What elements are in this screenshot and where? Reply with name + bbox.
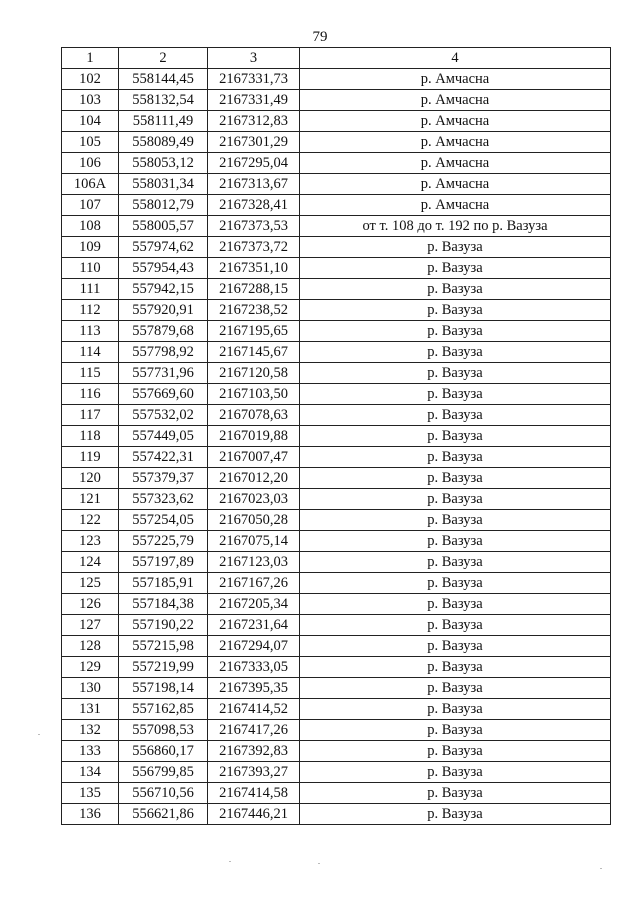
cell-y-coordinate: 2167301,29	[208, 132, 300, 153]
table-row	[62, 741, 611, 762]
cell-y-coordinate: 2167238,52	[208, 300, 300, 321]
table-row	[62, 489, 611, 510]
table-row	[62, 657, 611, 678]
cell-description: р. Вазуза	[300, 783, 611, 804]
cell-y-coordinate: 2167414,58	[208, 783, 300, 804]
cell-point-number: 113	[62, 321, 119, 342]
cell-description: р. Амчасна	[300, 132, 611, 153]
cell-description: р. Амчасна	[300, 90, 611, 111]
cell-y-coordinate: 2167123,03	[208, 552, 300, 573]
cell-y-coordinate: 2167145,67	[208, 342, 300, 363]
table-row	[62, 90, 611, 111]
cell-x-coordinate: 558111,49	[119, 111, 208, 132]
cell-y-coordinate: 2167007,47	[208, 447, 300, 468]
cell-point-number: 128	[62, 636, 119, 657]
header-col-description: 4	[300, 48, 611, 69]
cell-point-number: 131	[62, 699, 119, 720]
cell-x-coordinate: 558089,49	[119, 132, 208, 153]
cell-x-coordinate: 556621,86	[119, 804, 208, 825]
table-row	[62, 111, 611, 132]
table-row	[62, 405, 611, 426]
header-col-y: 3	[208, 48, 300, 69]
table-row	[62, 384, 611, 405]
cell-x-coordinate: 557798,92	[119, 342, 208, 363]
cell-x-coordinate: 557379,37	[119, 468, 208, 489]
cell-point-number: 112	[62, 300, 119, 321]
cell-point-number: 121	[62, 489, 119, 510]
header-col-point-number: 1	[62, 48, 119, 69]
cell-x-coordinate: 558031,34	[119, 174, 208, 195]
cell-point-number: 103	[62, 90, 119, 111]
cell-point-number: 129	[62, 657, 119, 678]
table-row	[62, 237, 611, 258]
cell-point-number: 102	[62, 69, 119, 90]
cell-y-coordinate: 2167328,41	[208, 195, 300, 216]
cell-x-coordinate: 558005,57	[119, 216, 208, 237]
cell-point-number: 132	[62, 720, 119, 741]
cell-description: р. Вазуза	[300, 594, 611, 615]
cell-x-coordinate: 557162,85	[119, 699, 208, 720]
cell-point-number: 135	[62, 783, 119, 804]
cell-x-coordinate: 556710,56	[119, 783, 208, 804]
cell-y-coordinate: 2167195,65	[208, 321, 300, 342]
cell-x-coordinate: 558012,79	[119, 195, 208, 216]
table-row	[62, 552, 611, 573]
cell-x-coordinate: 556860,17	[119, 741, 208, 762]
cell-description: р. Вазуза	[300, 468, 611, 489]
cell-description: р. Вазуза	[300, 426, 611, 447]
table-row	[62, 678, 611, 699]
cell-x-coordinate: 558144,45	[119, 69, 208, 90]
cell-x-coordinate: 558053,12	[119, 153, 208, 174]
cell-point-number: 117	[62, 405, 119, 426]
cell-description: р. Вазуза	[300, 804, 611, 825]
cell-description: р. Амчасна	[300, 111, 611, 132]
cell-description: р. Амчасна	[300, 153, 611, 174]
cell-description: р. Вазуза	[300, 258, 611, 279]
cell-x-coordinate: 557254,05	[119, 510, 208, 531]
scan-speck	[38, 734, 40, 735]
cell-x-coordinate: 558132,54	[119, 90, 208, 111]
cell-x-coordinate: 557422,31	[119, 447, 208, 468]
table-row	[62, 573, 611, 594]
table-row	[62, 594, 611, 615]
cell-x-coordinate: 557942,15	[119, 279, 208, 300]
cell-description: р. Вазуза	[300, 573, 611, 594]
cell-x-coordinate: 557954,43	[119, 258, 208, 279]
cell-description: р. Вазуза	[300, 531, 611, 552]
cell-y-coordinate: 2167417,26	[208, 720, 300, 741]
scan-speck	[600, 868, 602, 869]
cell-point-number: 124	[62, 552, 119, 573]
cell-y-coordinate: 2167331,49	[208, 90, 300, 111]
table-row	[62, 615, 611, 636]
cell-point-number: 134	[62, 762, 119, 783]
cell-point-number: 126	[62, 594, 119, 615]
cell-x-coordinate: 557190,22	[119, 615, 208, 636]
cell-description: р. Вазуза	[300, 615, 611, 636]
cell-point-number: 133	[62, 741, 119, 762]
table-row	[62, 447, 611, 468]
cell-y-coordinate: 2167078,63	[208, 405, 300, 426]
cell-point-number: 123	[62, 531, 119, 552]
cell-point-number: 109	[62, 237, 119, 258]
cell-description: р. Вазуза	[300, 321, 611, 342]
cell-y-coordinate: 2167351,10	[208, 258, 300, 279]
cell-description: р. Вазуза	[300, 489, 611, 510]
cell-y-coordinate: 2167313,67	[208, 174, 300, 195]
cell-y-coordinate: 2167205,34	[208, 594, 300, 615]
cell-y-coordinate: 2167446,21	[208, 804, 300, 825]
cell-point-number: 136	[62, 804, 119, 825]
cell-point-number: 106А	[62, 174, 119, 195]
table-row	[62, 258, 611, 279]
cell-y-coordinate: 2167333,05	[208, 657, 300, 678]
table-row	[62, 426, 611, 447]
cell-x-coordinate: 557920,91	[119, 300, 208, 321]
cell-x-coordinate: 557731,96	[119, 363, 208, 384]
cell-description: р. Амчасна	[300, 69, 611, 90]
table-row	[62, 321, 611, 342]
cell-x-coordinate: 557974,62	[119, 237, 208, 258]
table-row	[62, 636, 611, 657]
cell-y-coordinate: 2167019,88	[208, 426, 300, 447]
header-row	[62, 48, 611, 69]
cell-x-coordinate: 557215,98	[119, 636, 208, 657]
cell-point-number: 106	[62, 153, 119, 174]
table-row	[62, 699, 611, 720]
cell-y-coordinate: 2167295,04	[208, 153, 300, 174]
cell-description: р. Вазуза	[300, 300, 611, 321]
cell-y-coordinate: 2167312,83	[208, 111, 300, 132]
header-col-x: 2	[119, 48, 208, 69]
cell-y-coordinate: 2167012,20	[208, 468, 300, 489]
table-row	[62, 300, 611, 321]
cell-point-number: 122	[62, 510, 119, 531]
cell-x-coordinate: 557669,60	[119, 384, 208, 405]
cell-description: р. Вазуза	[300, 741, 611, 762]
cell-description: р. Вазуза	[300, 636, 611, 657]
cell-x-coordinate: 557449,05	[119, 426, 208, 447]
cell-x-coordinate: 557532,02	[119, 405, 208, 426]
table-row	[62, 279, 611, 300]
cell-x-coordinate: 557225,79	[119, 531, 208, 552]
cell-description: р. Вазуза	[300, 384, 611, 405]
cell-description: р. Вазуза	[300, 405, 611, 426]
table-row	[62, 132, 611, 153]
cell-y-coordinate: 2167393,27	[208, 762, 300, 783]
table-row	[62, 762, 611, 783]
scan-speck	[229, 861, 231, 862]
cell-description: р. Вазуза	[300, 720, 611, 741]
cell-point-number: 107	[62, 195, 119, 216]
cell-description: р. Амчасна	[300, 195, 611, 216]
cell-y-coordinate: 2167395,35	[208, 678, 300, 699]
cell-y-coordinate: 2167023,03	[208, 489, 300, 510]
table-row	[62, 804, 611, 825]
cell-x-coordinate: 557323,62	[119, 489, 208, 510]
table-row	[62, 174, 611, 195]
cell-description: р. Вазуза	[300, 363, 611, 384]
cell-description: р. Вазуза	[300, 762, 611, 783]
table-body	[62, 69, 611, 825]
cell-point-number: 104	[62, 111, 119, 132]
cell-y-coordinate: 2167120,58	[208, 363, 300, 384]
cell-description: р. Вазуза	[300, 678, 611, 699]
cell-y-coordinate: 2167103,50	[208, 384, 300, 405]
table-row	[62, 153, 611, 174]
cell-y-coordinate: 2167331,73	[208, 69, 300, 90]
cell-y-coordinate: 2167167,26	[208, 573, 300, 594]
coordinates-table	[61, 47, 611, 825]
cell-description: от т. 108 до т. 192 по р. Вазуза	[300, 216, 611, 237]
cell-y-coordinate: 2167075,14	[208, 531, 300, 552]
table-row	[62, 720, 611, 741]
table-row	[62, 783, 611, 804]
cell-point-number: 115	[62, 363, 119, 384]
cell-description: р. Вазуза	[300, 699, 611, 720]
cell-point-number: 130	[62, 678, 119, 699]
cell-x-coordinate: 557198,14	[119, 678, 208, 699]
cell-description: р. Вазуза	[300, 279, 611, 300]
cell-x-coordinate: 557185,91	[119, 573, 208, 594]
cell-x-coordinate: 557879,68	[119, 321, 208, 342]
table-row	[62, 342, 611, 363]
table-row	[62, 216, 611, 237]
table-row	[62, 195, 611, 216]
table-row	[62, 69, 611, 90]
cell-x-coordinate: 557219,99	[119, 657, 208, 678]
cell-y-coordinate: 2167373,53	[208, 216, 300, 237]
cell-point-number: 116	[62, 384, 119, 405]
cell-y-coordinate: 2167373,72	[208, 237, 300, 258]
cell-point-number: 105	[62, 132, 119, 153]
cell-description: р. Вазуза	[300, 657, 611, 678]
cell-point-number: 114	[62, 342, 119, 363]
cell-description: р. Амчасна	[300, 174, 611, 195]
cell-description: р. Вазуза	[300, 552, 611, 573]
cell-y-coordinate: 2167050,28	[208, 510, 300, 531]
cell-point-number: 110	[62, 258, 119, 279]
cell-x-coordinate: 557184,38	[119, 594, 208, 615]
cell-x-coordinate: 556799,85	[119, 762, 208, 783]
cell-x-coordinate: 557098,53	[119, 720, 208, 741]
page-number: 79	[312, 29, 328, 45]
cell-point-number: 118	[62, 426, 119, 447]
cell-y-coordinate: 2167392,83	[208, 741, 300, 762]
cell-point-number: 120	[62, 468, 119, 489]
cell-description: р. Вазуза	[300, 342, 611, 363]
cell-x-coordinate: 557197,89	[119, 552, 208, 573]
cell-y-coordinate: 2167288,15	[208, 279, 300, 300]
cell-description: р. Вазуза	[300, 447, 611, 468]
table-row	[62, 363, 611, 384]
cell-description: р. Вазуза	[300, 510, 611, 531]
cell-point-number: 127	[62, 615, 119, 636]
cell-y-coordinate: 2167414,52	[208, 699, 300, 720]
cell-point-number: 125	[62, 573, 119, 594]
table-header	[62, 48, 611, 69]
table-row	[62, 510, 611, 531]
cell-point-number: 119	[62, 447, 119, 468]
cell-y-coordinate: 2167231,64	[208, 615, 300, 636]
cell-y-coordinate: 2167294,07	[208, 636, 300, 657]
cell-point-number: 111	[62, 279, 119, 300]
cell-description: р. Вазуза	[300, 237, 611, 258]
cell-point-number: 108	[62, 216, 119, 237]
scan-speck	[318, 863, 320, 864]
table-row	[62, 468, 611, 489]
table-row	[62, 531, 611, 552]
